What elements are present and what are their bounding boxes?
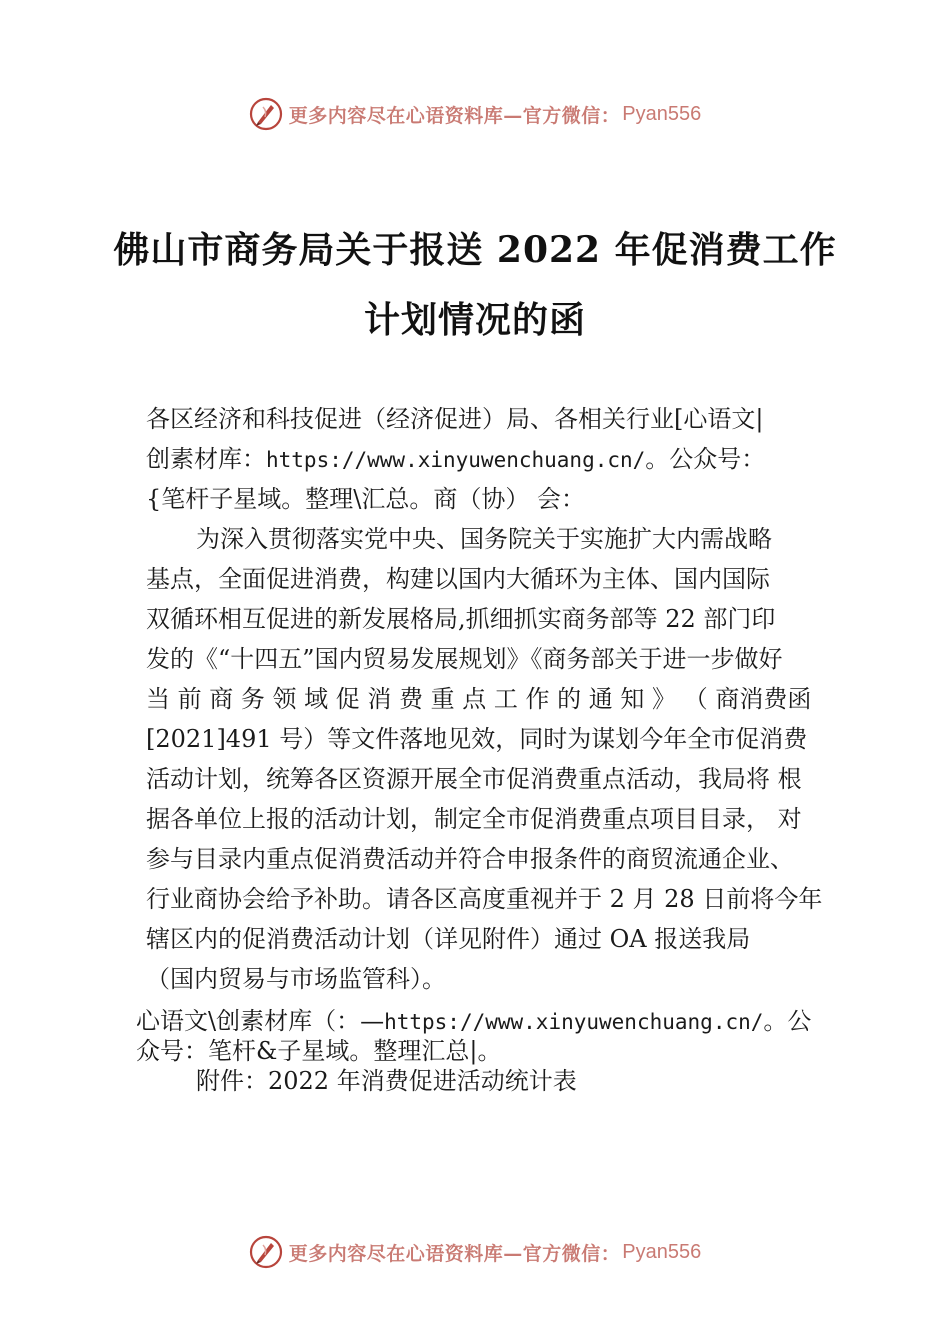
body-line: [2021]491 号）等文件落地见效，同时为谋划今年全市促消费 [146,725,808,753]
body-line: 据各单位上报的活动计划，制定全市促消费重点项目目录， 对 [146,805,802,833]
footer-note-line2: 众号：笔杆&子星域。整理汇总|。 [136,1037,502,1065]
footer-note-suffix: 。公 [763,1007,812,1035]
body-line: 当 前 商 务 领 域 促 消 费 重 点 工 作 的 通 知 》 （ 商消费函 [146,685,812,713]
body-line: 为深入贯彻落实党中央、国务院关于实施扩大内需战略 [196,525,772,553]
salutation-line3: {笔杆子星域。整理\汇总。商（协） 会： [146,485,585,513]
attachment-label: 附件：2022 年消费促进活动统计表 [196,1067,577,1095]
pen-logo-icon [249,97,283,131]
banner-text: 更多内容尽在心语资料库—官方微信： [288,1242,621,1265]
salutation-line1: 各区经济和科技促进（经济促进）局、各相关行业[心语文| [146,405,764,433]
salutation-line2-prefix: 创素材库： [146,445,266,473]
footer-note-line1 [136,1006,811,1037]
document-title-line2: 计划情况的函 [363,299,586,341]
salutation-line2 [146,444,765,475]
body-line: 双循环相互促进的新发展格局,抓细抓实商务部等 22 部门印 [146,605,776,633]
banner-wechat-id: Pyan556 [622,1240,702,1263]
footer-note-prefix: 心语文\创素材库（：— [136,1007,385,1035]
body-line: 参与目录内重点促消费活动并符合申报条件的商贸流通企业、 [146,845,794,873]
banner-text: 更多内容尽在心语资料库—官方微信： [288,104,621,127]
salutation-line2-suffix: 。公众号： [645,445,766,473]
body-line: （国内贸易与市场监管科）。 [146,965,446,993]
body-line: 辖区内的促消费活动计划（详见附件）通过 OA 报送我局 [146,925,751,953]
body-line: 行业商协会给予补助。请各区高度重视并于 2 月 28 日前将今年 [146,885,823,913]
body-line: 活动计划，统筹各区资源开展全市促消费重点活动，我局将 根 [146,765,802,793]
document-title-line1: 佛山市商务局关于报送 2022 年促消费工作 [113,229,837,271]
footer-banner [0,1232,950,1272]
pen-logo-icon [249,1235,283,1269]
header-banner [0,94,950,134]
salutation-url-link[interactable]: https://www.xinyuwenchuang.cn/ [266,448,646,472]
body-line: 发的《“十四五”国内贸易发展规划》《商务部关于进一步做好 [146,645,783,673]
body-line: 基点，全面促进消费，构建以国内大循环为主体、国内国际 [146,565,770,593]
banner-wechat-id: Pyan556 [622,102,702,125]
footer-url-link[interactable]: https://www.xinyuwenchuang.cn/ [384,1010,764,1034]
